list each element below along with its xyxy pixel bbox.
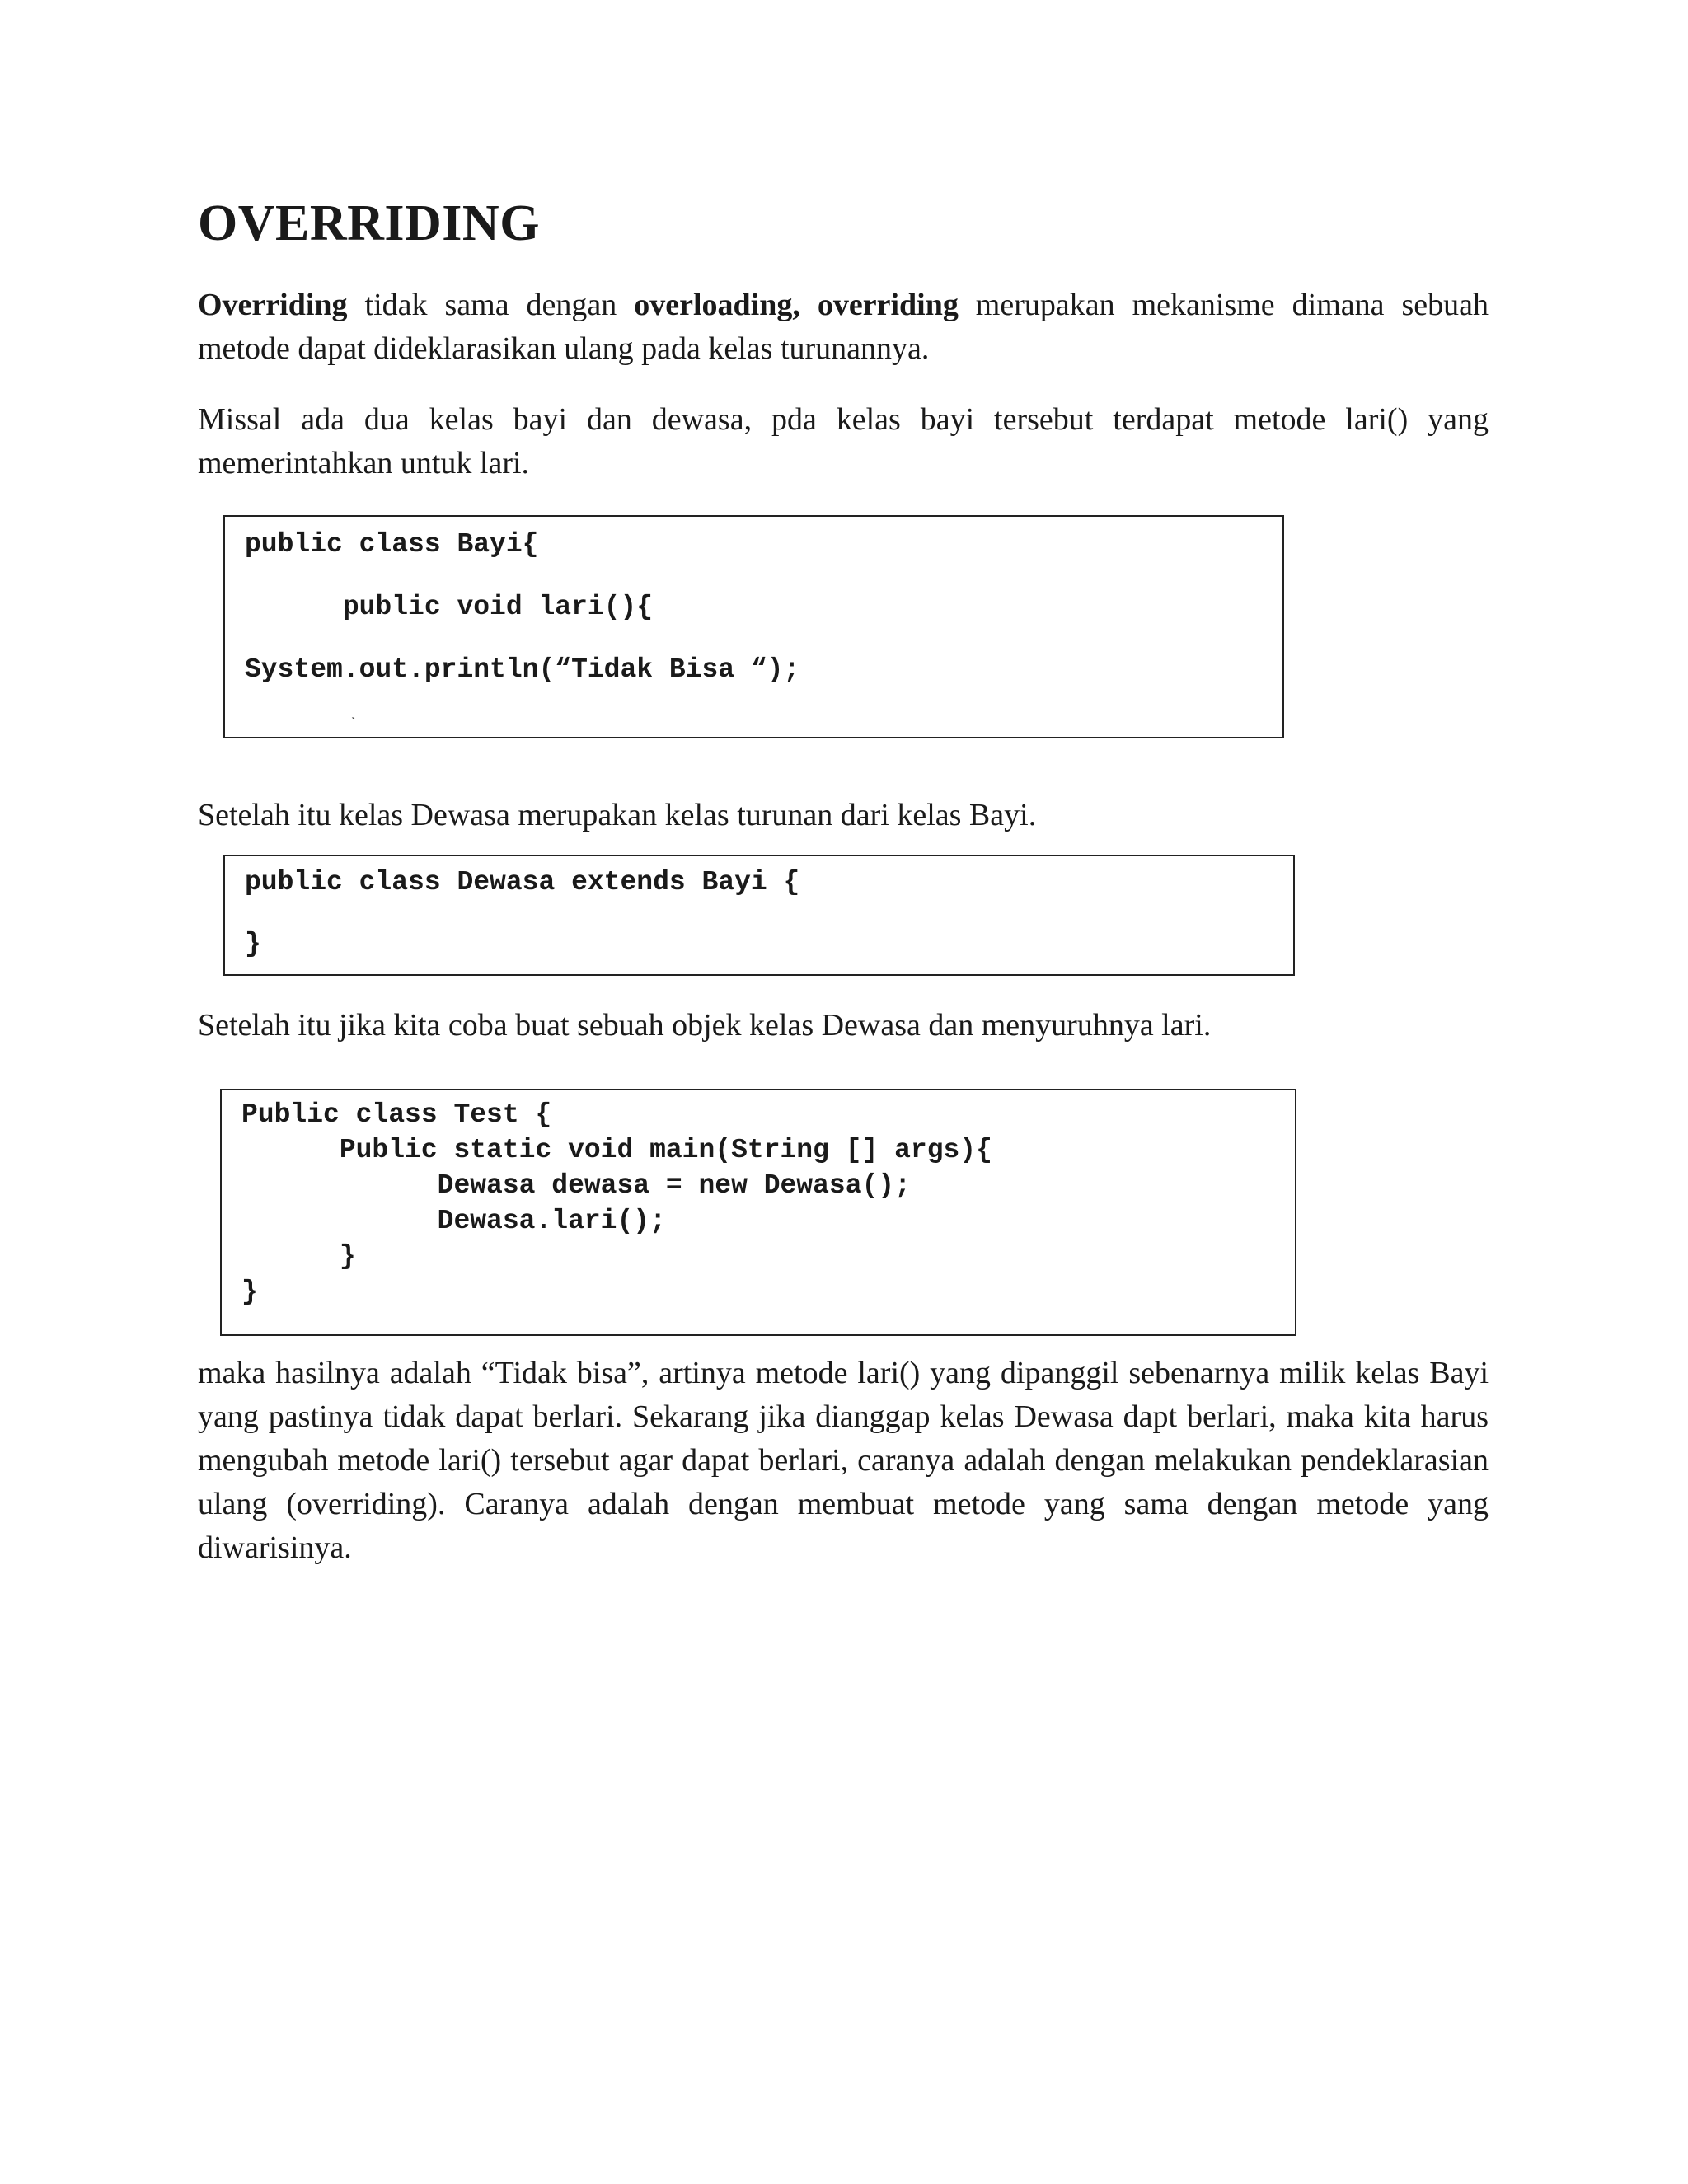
term-overriding: Overriding (198, 288, 348, 322)
code-line: public void lari(){ (245, 592, 654, 622)
example-paragraph: Missal ada dua kelas bayi dan dewasa, pda kelas bayi tersebut terdapat metode lari() yang memerintahkan untuk lari. (198, 402, 1489, 480)
code-block-dewasa (223, 855, 1295, 976)
code-line: } (241, 1277, 258, 1307)
subclass-paragraph: Setelah itu kelas Dewasa merupakan kelas turunan dari kelas Bayi. (198, 798, 1037, 832)
code-line: Public class Test { (241, 1099, 552, 1130)
code-line: System.out.println(“Tidak Bisa “); (245, 654, 800, 685)
term-overloading-overriding: overloading, overriding (634, 288, 959, 322)
code-line: Public static void main(String [] args){ (241, 1135, 992, 1165)
intro-text-1: tidak sama dengan (347, 288, 635, 322)
page-title: OVERRIDING (198, 195, 540, 251)
object-paragraph: Setelah itu jika kita coba buat sebuah objek kelas Dewasa dan menyuruhnya lari. (198, 1008, 1212, 1043)
code-line: public class Bayi{ (245, 529, 539, 560)
intro-paragraph (198, 284, 1489, 371)
code-block-test (220, 1089, 1296, 1336)
code-line: public class Dewasa extends Bayi { (245, 867, 800, 898)
code-line: } (245, 929, 261, 959)
code-block-bayi (223, 515, 1284, 738)
code-line: Dewasa.lari(); (241, 1206, 666, 1236)
intro-text-2: merupakan mekanisme dimana sebuah metode dapat dideklarasikan ulang pada kelas turunannya. (198, 288, 1489, 366)
conclusion-paragraph: maka hasilnya adalah “Tidak bisa”, artinya metode lari() yang dipanggil sebenarnya milik kelas Bayi yang pastinya tidak dapat berlari. Sekarang jika dianggap kelas Dewasa dapt berlari, maka kita harus mengubah metode lari() tersebut agar dapat berlari, caranya adalah dengan melakukan pendeklarasian ulang (overriding). Caranya adalah dengan membuat metode yang sama dengan metode yang diwarisinya. (198, 1356, 1489, 1565)
code-line: Dewasa dewasa = new Dewasa(); (241, 1170, 911, 1201)
code-line: } (241, 1241, 356, 1272)
stray-mark: ` (349, 716, 359, 735)
